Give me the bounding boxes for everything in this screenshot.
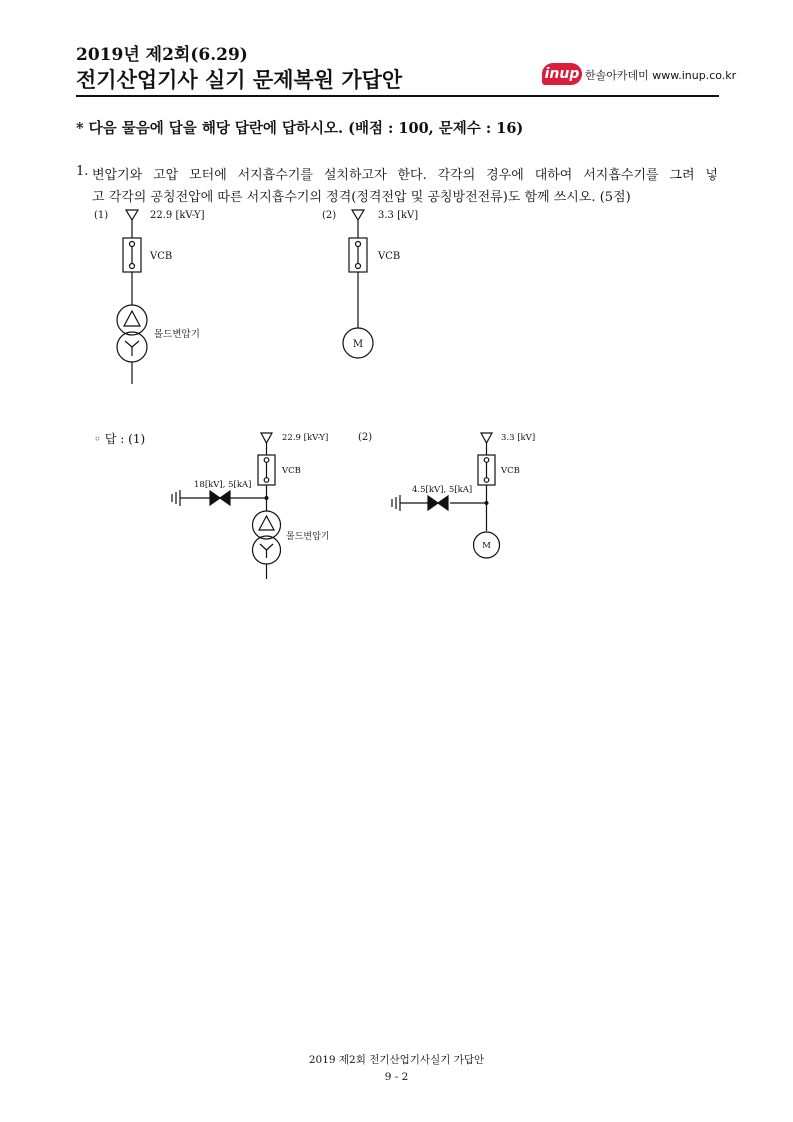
a1-source-symbol: [261, 433, 272, 443]
q2-source-symbol: [352, 210, 364, 220]
a2-motor-label: M: [482, 541, 491, 551]
a2-breaker-label: VCB: [501, 466, 520, 476]
a2-number: (2): [358, 432, 373, 443]
inup-logo: inup: [542, 63, 582, 85]
a1-arrester-right: [220, 491, 230, 505]
a1-arrester-rating: 18[kV], 5[kA]: [194, 480, 252, 490]
a2-voltage: 3.3 [kV]: [501, 433, 536, 443]
a2-arrester-right: [438, 496, 448, 510]
q1-breaker-label: VCB: [150, 251, 173, 262]
question-text-line2: 고 각각의 공칭전압에 따른 서지흡수기의 정격(정격전압 및 공칭방전전류)도 함께 쓰시오. (5점): [92, 190, 631, 205]
a1-breaker-label: VCB: [282, 466, 301, 476]
page-number: 9 - 2: [384, 1071, 409, 1083]
header-title: 전기산업기사 실기 문제복원 가답안: [76, 68, 403, 92]
footer-title: 2019 제2회 전기산업기사실기 가답안: [308, 1054, 485, 1066]
question-number: 1.: [76, 164, 89, 179]
q2-breaker-label: VCB: [378, 251, 401, 262]
a1-arrester-left: [210, 491, 220, 505]
question-text-line1: 변압기와 고압 모터에 서지흡수기를 설치하고자 한다. 각각의 경우에 대하여 서지흡수기를 그려 넣: [92, 168, 718, 183]
a-diagram-1: [172, 433, 281, 579]
q1-source-symbol: [126, 210, 138, 220]
instruction: * 다음 물음에 답을 해당 답란에 답하시오. (배점 : 100, 문제수 : 16): [76, 120, 524, 137]
q-diagram-2: [343, 210, 373, 358]
q2-motor-label: M: [352, 339, 364, 350]
header-date: 2019년 제2회(6.29): [76, 45, 248, 65]
q2-number: (2): [322, 210, 337, 221]
q-diagram-1: [117, 210, 147, 384]
q1-voltage: 22.9 [kV-Y]: [150, 210, 205, 221]
a2-source-symbol: [481, 433, 492, 443]
answer-label: ◦ 답 : (1): [94, 432, 146, 446]
q1-transformer-primary: [117, 305, 147, 335]
q1-transformer-label: 몰드변압기: [154, 329, 200, 340]
q2-voltage: 3.3 [kV]: [378, 210, 419, 221]
a1-transformer-label: 몰드변압기: [286, 532, 330, 542]
a-diagram-2: [392, 433, 500, 558]
a2-arrester-left: [428, 496, 438, 510]
a1-voltage: 22.9 [kV-Y]: [282, 433, 329, 443]
a2-arrester-rating: 4.5[kV], 5[kA]: [412, 485, 473, 495]
brand-text: 한솔아카데미 www.inup.co.kr: [585, 69, 737, 82]
q1-number: (1): [94, 210, 109, 221]
